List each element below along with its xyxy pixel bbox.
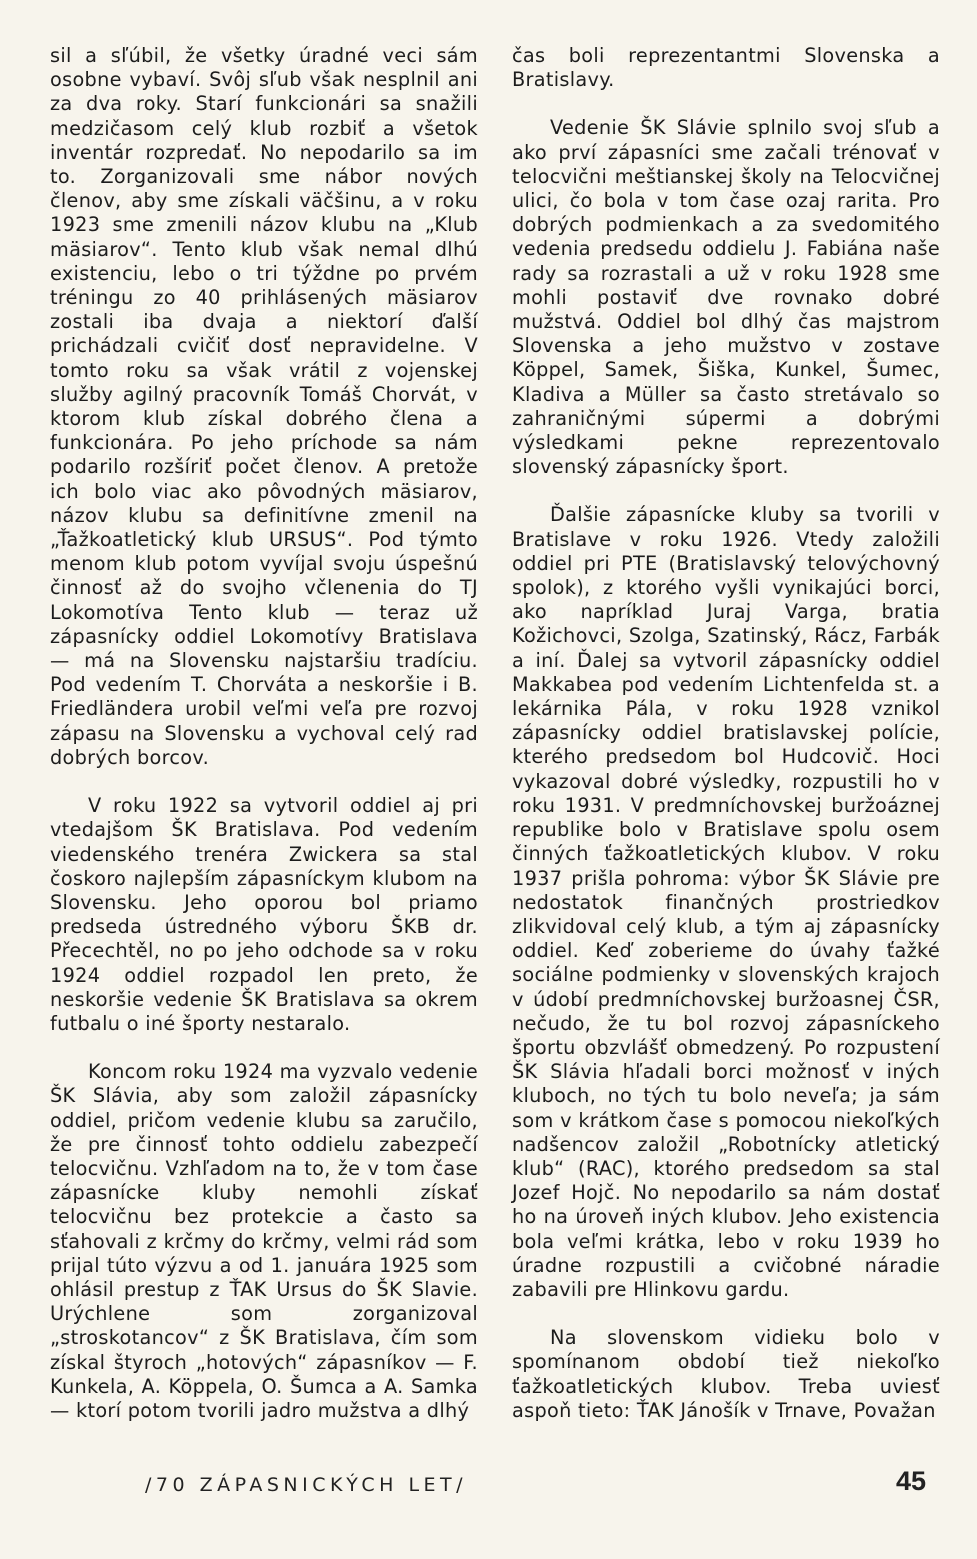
paragraph: V roku 1922 sa vytvoril oddiel aj pri vtedajšom ŠK Bratislava. Pod vedením viedenského trenéra Zwickera sa stal čoskoro najlepším zápasníckym klubom na Slovensku. Jeho oporou bol priamo predseda ústredného výboru ŠKB dr. Přecechtěl, no po jeho odchode sa v roku 1924 oddiel rozpadol len preto, že neskoršie vedenie ŠK Bratislava sa okrem futbalu o iné športy nestaralo. [50,794,478,1035]
paragraph: sil a sľúbil, že všetky úradné veci sám osobne vybaví. Svôj sľub však nesplnil ani za dva roky. Starí funkcionári sa snažili medzičasom celý klub rozbiť a všetok inventár rozpredať. No nepodarilo sa im to. Zorganizovali sme nábor nových členov, aby sme získali väčšinu, a v roku 1923 sme zmenili názov klubu na „Klub mäsiarov“. Tento klub však nemal dlhú existenciu, lebo o tri týždne po prvém tréningu zo 40 prihlásených mäsiarov zostali iba dvaja a niektorí ďalší prichádzali cvičiť dosť nepravidelne. V tomto roku sa však vrátil z vojenskej služby agilný pracovník Tomáš Chorvát, v ktorom klub získal dobrého člena a funkcionára. Po jeho príchode sa nám podarilo rozšíriť počet členov. A pretože ich bolo viac ako pôvodných mäsiarov, názov klubu sa definitívne zmenil na „Ťažkoatletický klub URSUS“. Pod týmto menom klub potom vyvíjal svoju úspešnú činnosť až do svojho včlenenia do TJ Lokomotíva Tento klub — teraz už zápasnícky oddiel Lokomotívy Bratislava — má na Slovensku najstaršiu tradíciu. Pod vedením T. Chorváta a neskoršie i B. Friedländera urobil veľmi veľa pre rozvoj zápasu na Slovensku a vychoval celý rad dobrých borcov. [50,44,478,769]
paragraph: Na slovenskom vidieku bolo v spomínanom období tiež niekoľko ťažkoatletických klubov. Treba uviesť aspoň tieto: ŤAK Jánošík v Trnave, Považan [512,1326,940,1422]
paragraph: Ďalšie zápasnícke kluby sa tvorili v Bratislave v roku 1926. Vtedy založili oddiel pri PTE (Bratislavský telovýchovný spolok), z ktorého vyšli vynikajúci borci, ako napríklad Juraj Varga, bratia Kožichovci, Szolga, Szatinský, Rácz, Farbák a iní. Ďalej sa vytvoril zápasnícky oddiel Makkabea pod vedením Lichtenfelda st. a lekárnika Pála, v roku 1928 vznikol zápasnícky oddiel bratislavskej polície, kterého predsedom bol Hudcovič. Hoci vykazoval dobré výsledky, rozpustili ho v roku 1931. V predmníchovskej buržoáznej republike bolo v Bratislave spolu osem činných ťažkoatletických klubov. V roku 1937 prišla pohroma: výbor ŠK Slávie pre nedostatok finančných prostriedkov zlikvidoval celý klub, a tým aj zápasnícky oddiel. Keď zoberieme do úvahy ťažké sociálne podmienky v slovenských krajoch v údobí predmníchovskej buržoasnej ČSR, nečudo, že tu bol rozvoj zápasníckeho športu obzvlášť obmedzený. Po rozpustení ŠK Slávia hľadali borci možnosť v iných kluboch, no tých tu bolo neveľa; ja sám som v krátkom čase s pomocou niekoľkých nadšencov založil „Robotnícky atletický klub“ (RAC), ktorého predsedom sa stal Jozef Hojč. No nepodarilo sa nám dostať ho na úroveň iných klubov. Jeho existencia bola veľmi krátka, lebo v roku 1939 ho úradne rozpustili a cvičobné náradie zabavili pre Hlinkovu gardu. [512,503,940,1301]
running-footer-title: /70 ZÁPASNICKÝCH LET/ [145,1474,468,1496]
paragraph: čas boli reprezentantmi Slovenska a Bratislavy. [512,44,940,92]
paragraph: Koncom roku 1924 ma vyzvalo vedenie ŠK Slávia, aby som založil zápasnícky oddiel, pričom vedenie klubu sa zaručilo, že pre činnosť tohto oddielu zabezpečí telocvičnu. Vzhľadom na to, že v tom čase zápasnícke kluby nemohli získať telocvičnu bez protekcie a často sa sťahovali z krčmy do krčmy, velmi rád som prijal túto výzvu a od 1. januára 1925 som ohlásil prestup z ŤAK Ursus do ŠK Slavie. Urýchlene som zorganizoval „stroskotancov“ z ŠK Bratislava, čím som získal štyroch „hotových“ zápasníkov — F. Kunkela, A. Köppela, O. Šumca a A. Samka — ktorí potom tvorili jadro mužstva a dlhý [50,1060,478,1422]
paragraph: Vedenie ŠK Slávie splnilo svoj sľub a ako prví zápasníci sme začali trénovať v telocvični meštianskej školy na Telocvičnej ulici, čo bola v tom čase ozaj rarita. Pro dobrých podmienkach a za svedomitého vedenia predsedu oddielu J. Fabiána naše rady sa rozrastali a už v roku 1928 sme mohli postaviť dve rovnako dobré mužstvá. Oddiel bol dlhý čas majstrom Slovenska a jeho mužstvo v zostave Köppel, Samek, Šiška, Kunkel, Šumec, Kladiva a Müller sa často stretávalo so zahraničnými súpermi a dobrými výsledkami pekne reprezentovalo slovenský zápasnícky šport. [512,116,940,479]
page-number: 45 [896,1466,927,1496]
left-text-column [50,44,478,1423]
right-text-column [512,44,940,1423]
